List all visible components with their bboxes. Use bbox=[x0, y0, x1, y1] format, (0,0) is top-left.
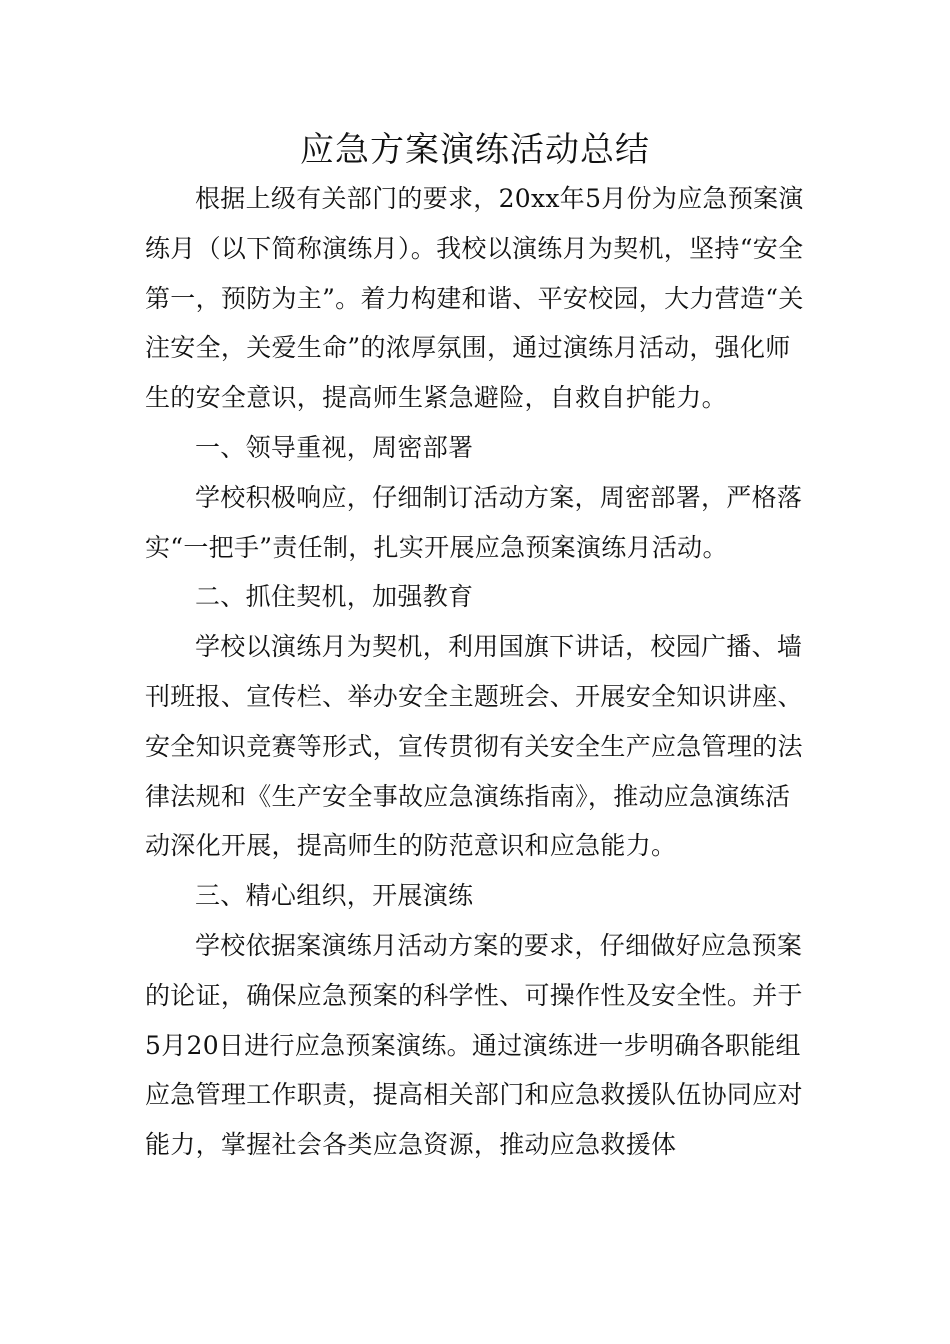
paragraph-section-1: 学校积极响应，仔细制订活动方案，周密部署，严格落实“一把手”责任制，扎实开展应急预案演练月活动。 bbox=[145, 482, 803, 562]
paragraph-section-3: 学校依据案演练月活动方案的要求，仔细做好应急预案的论证，确保应急预案的科学性、可操作性及安全性。并于5月20日进行应急预案演练。通过演练进一步明确各职能组应急管理工作职责，提高相关部门和应急救援队伍协同应对能力，掌握社会各类应急资源，推动应急救援体 bbox=[145, 930, 803, 1160]
document-body bbox=[145, 174, 810, 1170]
document-title: 应急方案演练活动总结 bbox=[300, 130, 650, 170]
paragraph-section-2: 学校以演练月为契机，利用国旗下讲话，校园广播、墙刊班报、宣传栏、举办安全主题班会、开展安全知识讲座、安全知识竞赛等形式，宣传贯彻有关安全生产应急管理的法律法规和《生产安全事故应急演练指南》，推动应急演练活动深化开展，提高师生的防范意识和应急能力。 bbox=[145, 632, 803, 861]
section-heading-1: 一、领导重视，周密部署 bbox=[195, 432, 474, 462]
section-heading-2: 二、抓住契机，加强教育 bbox=[195, 582, 474, 612]
paragraph-intro: 根据上级有关部门的要求，20xx年5月份为应急预案演练月（以下简称演练月）。我校以演练月为契机，坚持“安全第一，预防为主”。着力构建和谐、平安校园，大力营造“关注安全，关爱生命”的浓厚氛围，通过演练月活动，强化师生的安全意识，提高师生紧急避险，自救自护能力。 bbox=[145, 184, 804, 413]
section-heading-3: 三、精心组织，开展演练 bbox=[195, 881, 474, 911]
